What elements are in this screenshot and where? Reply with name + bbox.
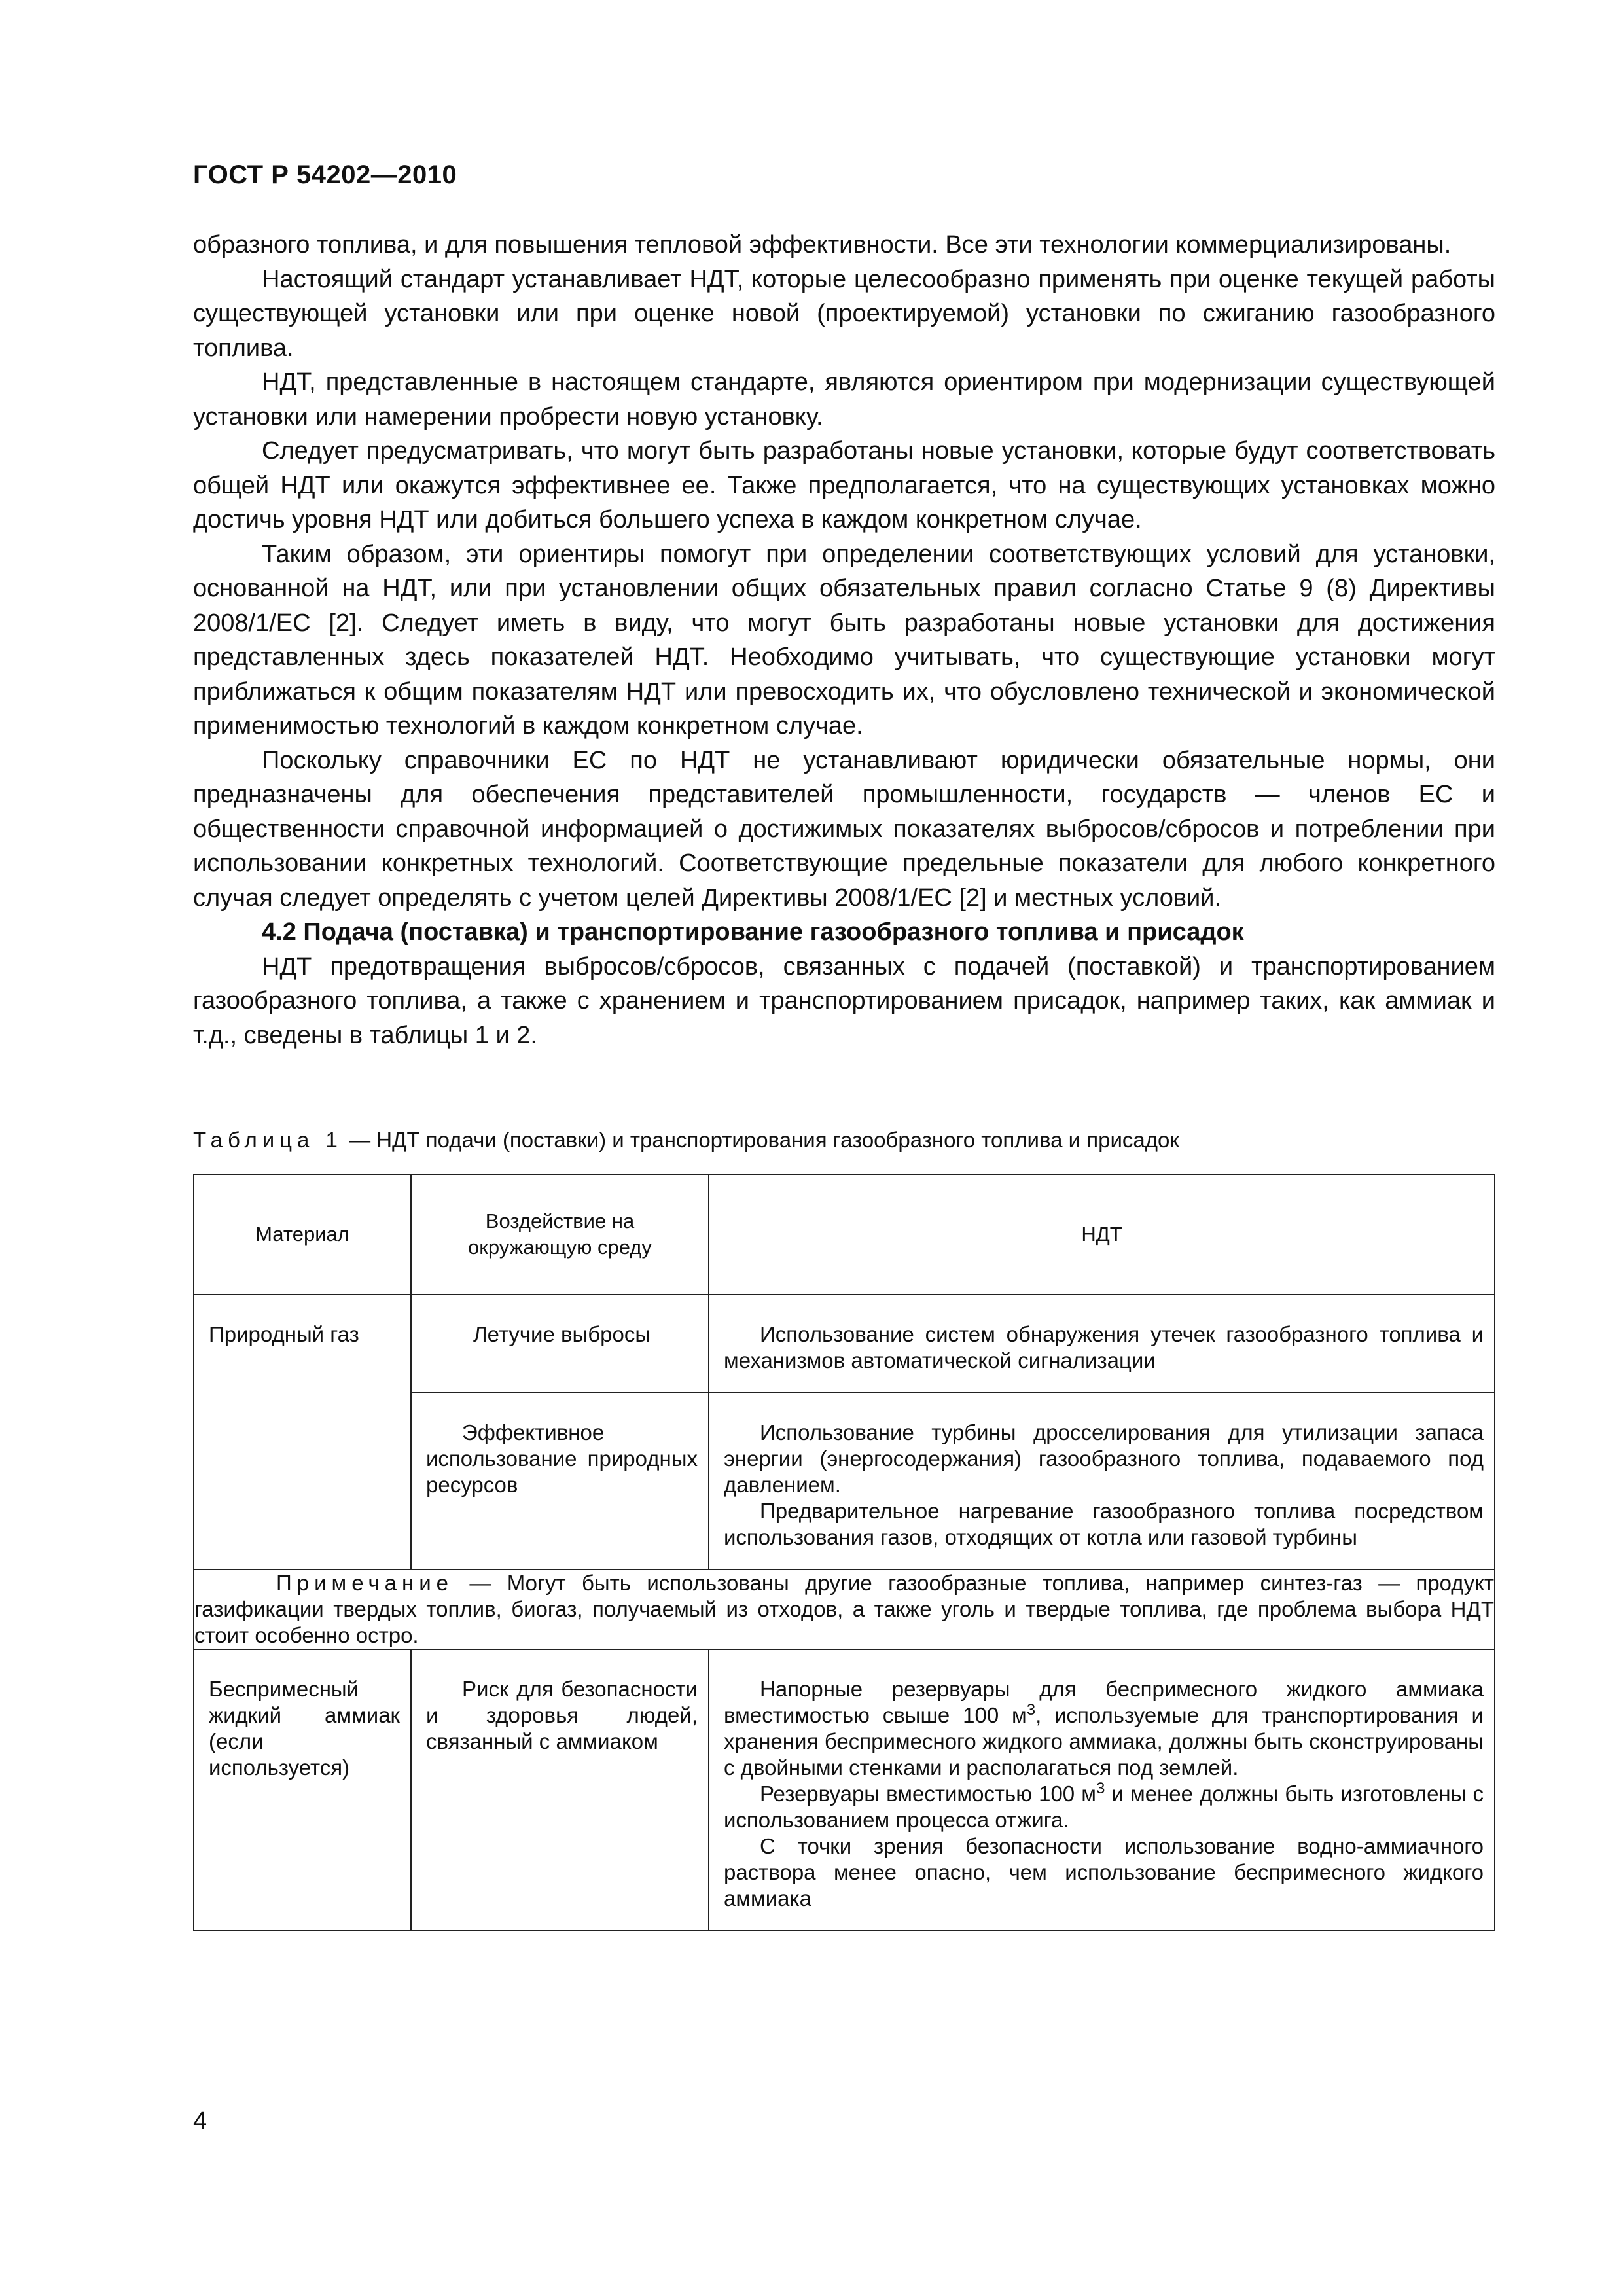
note-label: Примечание bbox=[276, 1571, 454, 1595]
paragraph: НДТ, представленные в настоящем стандарте, являются ориентиром при модернизации существующей установки или намерении пробрести новую установку. bbox=[193, 368, 1495, 431]
table-caption-text: — НДТ подачи (поставки) и транспортирования газообразного топлива и присадок bbox=[342, 1128, 1179, 1152]
body-text bbox=[193, 228, 1495, 1052]
material-cell bbox=[194, 1295, 411, 1570]
impact-cell bbox=[411, 1295, 709, 1393]
ndt-text: Напорные резервуары для беспримесного жидкого аммиака вместимостью свыше 100 $м^3$, используемые для транспортирования и хранения беспримесного жидкого аммиака, должны быть сконструированы с двойными стенками и располагаться под землей. bbox=[724, 1677, 1484, 1780]
standard-code-header: ГОСТ Р 54202—2010 bbox=[193, 160, 457, 189]
material-cell bbox=[194, 1649, 411, 1931]
impact-ammonia-risk: Риск для безопасности и здоровья людей, связанный с аммиаком bbox=[426, 1677, 698, 1753]
paragraph: Следует предусматривать, что могут быть разработаны новые установки, которые будут соответствовать общей НДТ или окажутся эффективнее ее. Также предполагается, что на существующих установках можно достичь уровня НДТ или добиться большего успеха в каждом конкретном случае. bbox=[193, 437, 1495, 533]
ndt-cell bbox=[709, 1295, 1495, 1393]
column-header-ndt: НДТ bbox=[709, 1174, 1495, 1295]
material-natural-gas: Природный газ bbox=[209, 1322, 359, 1346]
impact-resource-efficiency: Эффективное использование природных ресурсов bbox=[426, 1420, 698, 1497]
section-heading: 4.2 Подача (поставка) и транспортирование газообразного топлива и присадок bbox=[262, 918, 1244, 946]
page-number: 4 bbox=[193, 2108, 207, 2135]
ndt-text: Резервуары вместимостью 100 $м^3$ и менее должны быть изготовлены с использованием процесса отжига. bbox=[724, 1780, 1484, 1832]
ndt-table bbox=[193, 1174, 1495, 1931]
paragraph: Поскольку справочники ЕС по НДТ не устанавливают юридически обязательные нормы, они предназначены для обеспечения представителей промышленности, государств — членов ЕС и общественности справочной информацией о достижимых показателях выбросов/сбросов и потреблении при использовании конкретных технологий. Соответствующие предельные показатели для любого конкретного случая следует определять с учетом целей Директивы 2008/1/ЕС [2] и местных условий. bbox=[193, 746, 1495, 912]
ndt-cell bbox=[709, 1649, 1495, 1931]
impact-fugitive-emissions: Летучие выбросы bbox=[473, 1322, 651, 1346]
impact-cell bbox=[411, 1649, 709, 1931]
ndt-text: С точки зрения безопасности использование водно-аммиачного раствора менее опасно, чем использование беспримесного жидкого аммиака bbox=[724, 1834, 1484, 1910]
ndt-cell bbox=[709, 1393, 1495, 1570]
table-row bbox=[194, 1649, 1495, 1931]
paragraph: Таким образом, эти ориентиры помогут при определении соответствующих условий для установки, основанной на НДТ, или при установлении общих обязательных правил согласно Статье 9 (8) Директивы 2008/1/ЕС [2]. Следует иметь в виду, что могут быть разработаны новые установки для достижения представленных здесь показателей НДТ. Необходимо учитывать, что существующие установки могут приближаться к общим показателям НДТ или превосходить их, что обусловлено технической и экономической применимостью технологий в каждом конкретном случае. bbox=[193, 540, 1495, 740]
note-text: — Могут быть использованы другие газообразные топлива, например синтез-газ — продукт газификации твердых топлив, биогаз, получаемый из отходов, а также уголь и твердые топлива, где проблема выбора НДТ стоит особенно остро. bbox=[194, 1571, 1494, 1647]
paragraph: Настоящий стандарт устанавливает НДТ, которые целесообразно применять при оценке текущей работы существующей установки или при оценке новой (проектируемой) установки по сжиганию газообразного топлива. bbox=[193, 265, 1495, 362]
column-header-material: Материал bbox=[194, 1174, 411, 1295]
table-caption-label: Таблица 1 bbox=[193, 1128, 343, 1152]
ndt-text: Предварительное нагревание газообразного топлива посредством использования газов, отходящих от котла или газовой турбины bbox=[724, 1499, 1484, 1549]
column-header-impact bbox=[411, 1174, 709, 1295]
table-header-row bbox=[194, 1174, 1495, 1295]
table-note bbox=[194, 1570, 1495, 1649]
table-row bbox=[194, 1295, 1495, 1393]
table-caption bbox=[193, 1127, 1179, 1153]
table-note-row bbox=[194, 1570, 1495, 1649]
column-header-impact-text: Воздействие на окружающую среду bbox=[468, 1210, 652, 1259]
material-ammonia: Беспримесный жидкий аммиак (если используется) bbox=[209, 1677, 400, 1780]
impact-cell bbox=[411, 1393, 709, 1570]
ndt-text: Использование систем обнаружения утечек газообразного топлива и механизмов автоматической сигнализации bbox=[724, 1322, 1484, 1372]
ndt-text: Использование турбины дросселирования для утилизации запаса энергии (энергосодержания) газообразного топлива, подаваемого под давлением. bbox=[724, 1420, 1484, 1497]
paragraph: НДТ предотвращения выбросов/сбросов, связанных с подачей (поставкой) и транспортированием газообразного топлива, а также с хранением и транспортированием присадок, например таких, как аммиак и т.д., сведены в таблицы 1 и 2. bbox=[193, 952, 1495, 1049]
paragraph: образного топлива, и для повышения тепловой эффективности. Все эти технологии коммерциализированы. bbox=[193, 231, 1452, 259]
